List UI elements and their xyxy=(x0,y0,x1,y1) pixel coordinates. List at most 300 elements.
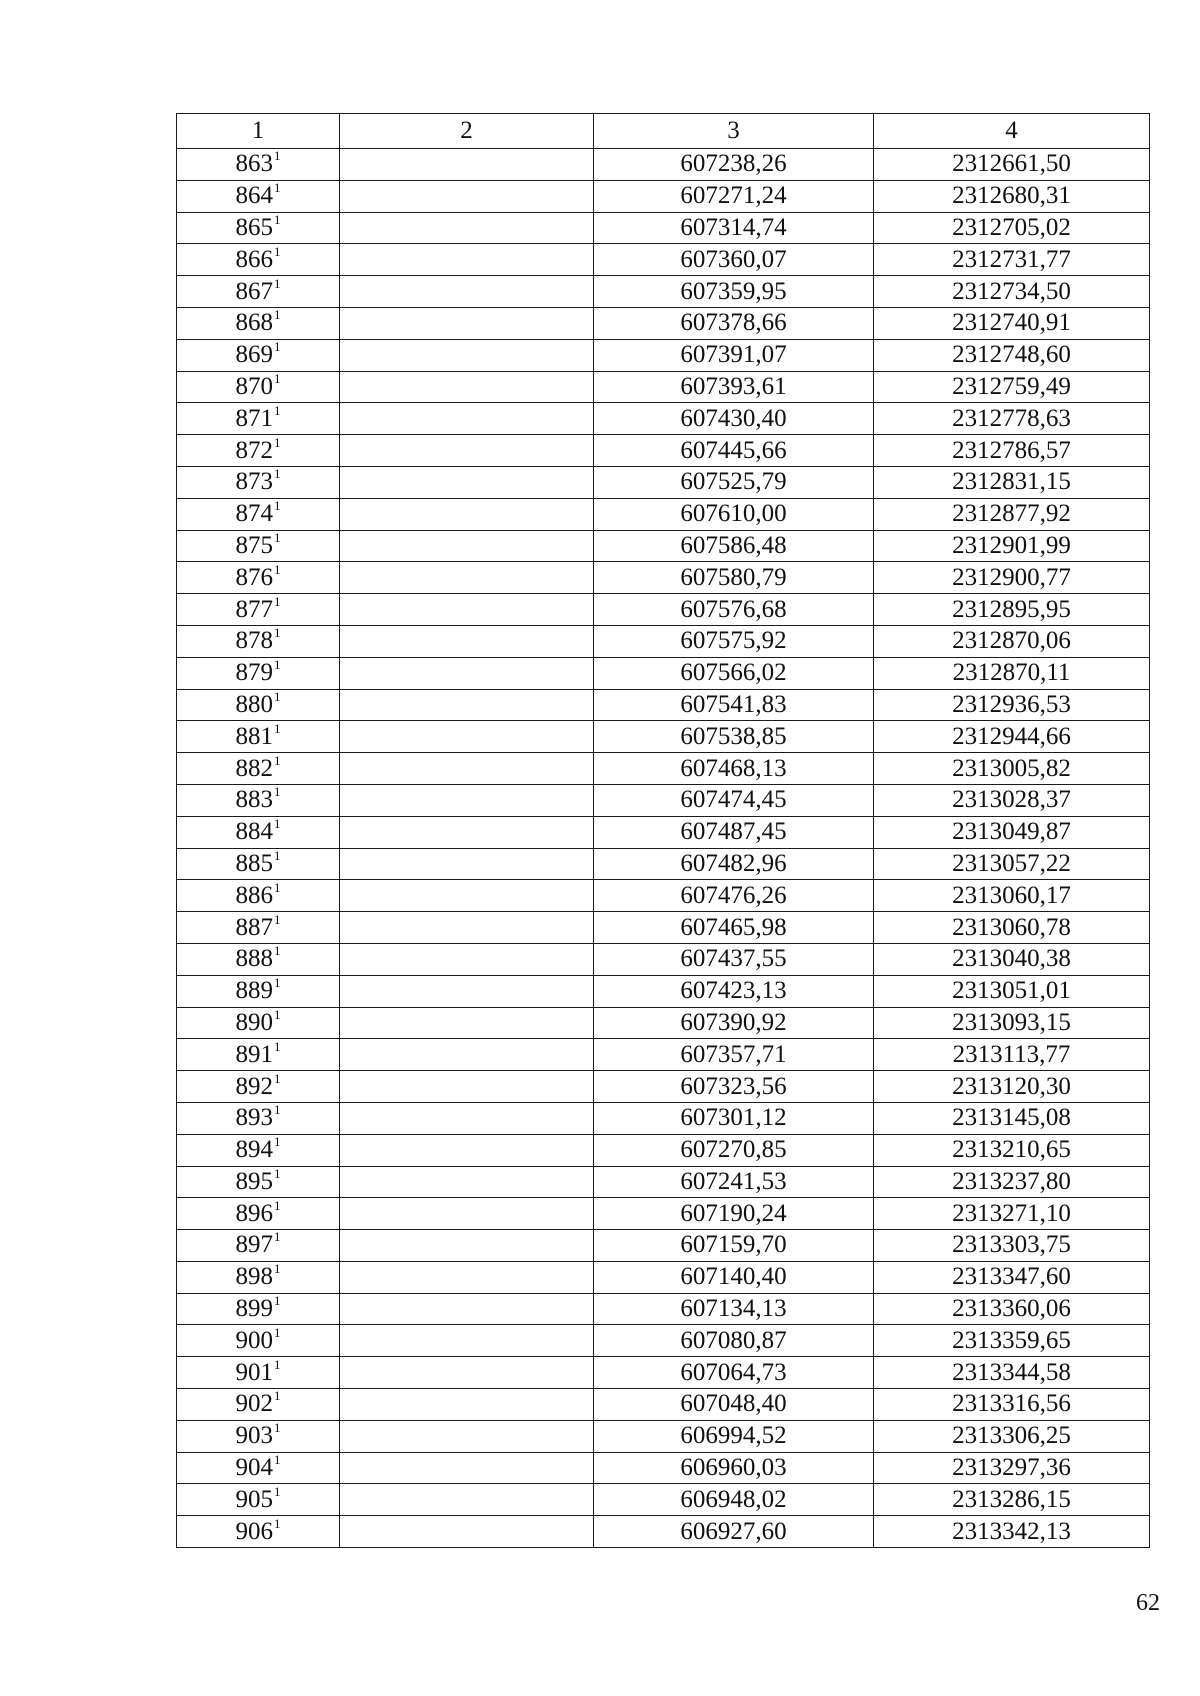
point-number: 880 xyxy=(235,690,273,718)
coordinate-y-cell: 2312705,02 xyxy=(874,212,1150,244)
point-number: 881 xyxy=(235,722,273,750)
coordinate-y-cell: 2313145,08 xyxy=(874,1102,1150,1134)
point-number: 889 xyxy=(235,977,273,1005)
point-number-cell xyxy=(177,1039,340,1071)
coordinate-y-cell: 2313060,78 xyxy=(874,912,1150,944)
table-row xyxy=(177,1325,1150,1357)
table-row xyxy=(177,562,1150,594)
point-number: 895 xyxy=(235,1167,273,1195)
table-row xyxy=(177,498,1150,530)
point-number-superscript: 1 xyxy=(274,529,281,545)
point-number: 875 xyxy=(235,531,273,559)
coordinate-y-cell: 2312731,77 xyxy=(874,244,1150,276)
table-row xyxy=(177,149,1150,181)
coordinate-y-cell: 2313344,58 xyxy=(874,1357,1150,1389)
table-row xyxy=(177,848,1150,880)
coordinate-y-cell: 2313049,87 xyxy=(874,816,1150,848)
point-number-superscript: 1 xyxy=(274,879,281,895)
coordinate-x-cell: 607468,13 xyxy=(594,753,874,785)
point-number-cell xyxy=(177,816,340,848)
point-number-superscript: 1 xyxy=(274,1515,281,1531)
point-number-cell xyxy=(177,1420,340,1452)
table-row xyxy=(177,1293,1150,1325)
point-number: 898 xyxy=(235,1263,273,1291)
point-number-superscript: 1 xyxy=(274,625,281,641)
coordinate-y-cell: 2313210,65 xyxy=(874,1134,1150,1166)
table-row xyxy=(177,753,1150,785)
table-row xyxy=(177,1166,1150,1198)
point-number: 883 xyxy=(235,786,273,814)
coordinate-x-cell: 607576,68 xyxy=(594,594,874,626)
column-2-cell xyxy=(340,753,594,785)
point-number: 893 xyxy=(235,1104,273,1132)
coordinate-y-cell: 2312870,11 xyxy=(874,657,1150,689)
coordinate-x-cell: 607190,24 xyxy=(594,1198,874,1230)
column-2-cell xyxy=(340,880,594,912)
point-number: 899 xyxy=(235,1295,273,1323)
column-2-cell xyxy=(340,1198,594,1230)
coordinate-y-cell: 2312740,91 xyxy=(874,307,1150,339)
point-number-superscript: 1 xyxy=(274,911,281,927)
point-number-cell xyxy=(177,1134,340,1166)
coordinate-x-cell: 607314,74 xyxy=(594,212,874,244)
point-number-cell xyxy=(177,1007,340,1039)
coordinate-x-cell: 607134,13 xyxy=(594,1293,874,1325)
point-number: 882 xyxy=(235,754,273,782)
point-number-cell xyxy=(177,848,340,880)
point-number-superscript: 1 xyxy=(274,180,281,196)
coordinate-x-cell: 607465,98 xyxy=(594,912,874,944)
point-number: 868 xyxy=(235,309,273,337)
point-number-superscript: 1 xyxy=(274,1006,281,1022)
point-number: 865 xyxy=(235,213,273,241)
coordinate-x-cell: 607566,02 xyxy=(594,657,874,689)
point-number-superscript: 1 xyxy=(274,211,281,227)
point-number: 902 xyxy=(235,1390,273,1418)
point-number-superscript: 1 xyxy=(274,243,281,259)
coordinate-x-cell: 607301,12 xyxy=(594,1102,874,1134)
point-number-superscript: 1 xyxy=(274,339,281,355)
point-number: 869 xyxy=(235,341,273,369)
table-row xyxy=(177,975,1150,1007)
column-2-cell xyxy=(340,1166,594,1198)
point-number-superscript: 1 xyxy=(274,370,281,386)
coordinate-x-cell: 607048,40 xyxy=(594,1389,874,1421)
column-2-cell xyxy=(340,180,594,212)
point-number-cell xyxy=(177,1102,340,1134)
point-number-cell xyxy=(177,244,340,276)
point-number: 894 xyxy=(235,1136,273,1164)
point-number-cell xyxy=(177,657,340,689)
point-number-superscript: 1 xyxy=(274,1356,281,1372)
coordinate-y-cell: 2313040,38 xyxy=(874,943,1150,975)
table-row xyxy=(177,594,1150,626)
point-number: 906 xyxy=(235,1517,273,1545)
coordinate-x-cell: 607430,40 xyxy=(594,403,874,435)
coordinate-y-cell: 2313060,17 xyxy=(874,880,1150,912)
column-2-cell xyxy=(340,435,594,467)
coordinate-y-cell: 2313057,22 xyxy=(874,848,1150,880)
column-2-cell xyxy=(340,276,594,308)
table-body xyxy=(177,149,1150,1548)
column-2-cell xyxy=(340,530,594,562)
column-2-cell xyxy=(340,1261,594,1293)
point-number-cell xyxy=(177,530,340,562)
column-2-cell xyxy=(340,1071,594,1103)
point-number: 876 xyxy=(235,563,273,591)
table-row xyxy=(177,689,1150,721)
table-row xyxy=(177,371,1150,403)
coordinate-x-cell: 607423,13 xyxy=(594,975,874,1007)
point-number-superscript: 1 xyxy=(274,943,281,959)
point-number-superscript: 1 xyxy=(274,1420,281,1436)
column-2-cell xyxy=(340,975,594,1007)
coordinate-y-cell: 2313359,65 xyxy=(874,1325,1150,1357)
coordinate-y-cell: 2312936,53 xyxy=(874,689,1150,721)
table-row xyxy=(177,530,1150,562)
coordinate-x-cell: 607575,92 xyxy=(594,625,874,657)
point-number-cell xyxy=(177,149,340,181)
column-2-cell xyxy=(340,244,594,276)
point-number-cell xyxy=(177,1198,340,1230)
table-row xyxy=(177,1516,1150,1548)
point-number-cell xyxy=(177,1293,340,1325)
table-row xyxy=(177,657,1150,689)
coordinate-y-cell: 2312734,50 xyxy=(874,276,1150,308)
point-number-superscript: 1 xyxy=(274,1229,281,1245)
coordinate-y-cell: 2313297,36 xyxy=(874,1452,1150,1484)
column-2-cell xyxy=(340,1134,594,1166)
table-row xyxy=(177,1420,1150,1452)
point-number: 887 xyxy=(235,913,273,941)
point-number-superscript: 1 xyxy=(274,816,281,832)
point-number-cell xyxy=(177,435,340,467)
point-number-cell xyxy=(177,1166,340,1198)
point-number: 886 xyxy=(235,881,273,909)
column-2-cell xyxy=(340,1293,594,1325)
point-number-superscript: 1 xyxy=(274,657,281,673)
column-2-cell xyxy=(340,212,594,244)
header-row xyxy=(177,114,1150,149)
point-number: 892 xyxy=(235,1072,273,1100)
coordinate-x-cell: 607487,45 xyxy=(594,816,874,848)
column-2-cell xyxy=(340,848,594,880)
coordinate-x-cell: 607064,73 xyxy=(594,1357,874,1389)
point-number-cell xyxy=(177,339,340,371)
point-number-cell xyxy=(177,1230,340,1262)
point-number-superscript: 1 xyxy=(274,1261,281,1277)
table-row xyxy=(177,339,1150,371)
table-row xyxy=(177,276,1150,308)
coordinate-y-cell: 2313342,13 xyxy=(874,1516,1150,1548)
table-row xyxy=(177,1071,1150,1103)
table-row xyxy=(177,212,1150,244)
point-number-superscript: 1 xyxy=(274,1134,281,1150)
point-number-superscript: 1 xyxy=(274,275,281,291)
column-header-4: 4 xyxy=(874,114,1150,149)
page-number: 62 xyxy=(1136,1590,1160,1616)
column-2-cell xyxy=(340,912,594,944)
coordinate-x-cell: 607474,45 xyxy=(594,784,874,816)
coordinate-y-cell: 2313286,15 xyxy=(874,1484,1150,1516)
column-2-cell xyxy=(340,562,594,594)
coordinate-x-cell: 607445,66 xyxy=(594,435,874,467)
table-row xyxy=(177,943,1150,975)
coordinate-y-cell: 2312759,49 xyxy=(874,371,1150,403)
point-number-superscript: 1 xyxy=(274,1388,281,1404)
point-number-cell xyxy=(177,212,340,244)
table-row xyxy=(177,816,1150,848)
point-number-superscript: 1 xyxy=(274,402,281,418)
point-number: 872 xyxy=(235,436,273,464)
coordinate-x-cell: 607360,07 xyxy=(594,244,874,276)
point-number-superscript: 1 xyxy=(274,1070,281,1086)
coordinate-x-cell: 606960,03 xyxy=(594,1452,874,1484)
column-2-cell xyxy=(340,1007,594,1039)
coordinate-y-cell: 2312748,60 xyxy=(874,339,1150,371)
coordinate-y-cell: 2312895,95 xyxy=(874,594,1150,626)
coordinate-y-cell: 2313303,75 xyxy=(874,1230,1150,1262)
column-2-cell xyxy=(340,498,594,530)
coordinate-y-cell: 2313347,60 xyxy=(874,1261,1150,1293)
point-number: 877 xyxy=(235,595,273,623)
table-row xyxy=(177,1389,1150,1421)
coordinate-x-cell: 607586,48 xyxy=(594,530,874,562)
point-number-cell xyxy=(177,753,340,785)
coordinate-y-cell: 2313237,80 xyxy=(874,1166,1150,1198)
coordinate-x-cell: 607323,56 xyxy=(594,1071,874,1103)
table-row xyxy=(177,180,1150,212)
coordinates-table xyxy=(176,113,1150,1548)
coordinate-y-cell: 2312944,66 xyxy=(874,721,1150,753)
point-number: 905 xyxy=(235,1485,273,1513)
table-row xyxy=(177,1357,1150,1389)
table-row xyxy=(177,1230,1150,1262)
table-row xyxy=(177,244,1150,276)
point-number-superscript: 1 xyxy=(274,1324,281,1340)
point-number-cell xyxy=(177,1071,340,1103)
point-number-superscript: 1 xyxy=(274,784,281,800)
table-row xyxy=(177,1134,1150,1166)
coordinate-y-cell: 2312877,92 xyxy=(874,498,1150,530)
coordinate-x-cell: 607080,87 xyxy=(594,1325,874,1357)
point-number-superscript: 1 xyxy=(274,688,281,704)
point-number-cell xyxy=(177,625,340,657)
coordinate-y-cell: 2313316,56 xyxy=(874,1389,1150,1421)
coordinate-x-cell: 607610,00 xyxy=(594,498,874,530)
table-row xyxy=(177,307,1150,339)
point-number-cell xyxy=(177,403,340,435)
coordinate-x-cell: 607580,79 xyxy=(594,562,874,594)
coordinate-y-cell: 2313360,06 xyxy=(874,1293,1150,1325)
coordinate-x-cell: 607541,83 xyxy=(594,689,874,721)
coordinate-x-cell: 607270,85 xyxy=(594,1134,874,1166)
table-row xyxy=(177,1102,1150,1134)
column-header-1: 1 xyxy=(177,114,340,149)
coordinate-x-cell: 607482,96 xyxy=(594,848,874,880)
coordinate-y-cell: 2312901,99 xyxy=(874,530,1150,562)
coordinate-x-cell: 606994,52 xyxy=(594,1420,874,1452)
point-number-superscript: 1 xyxy=(274,847,281,863)
column-2-cell xyxy=(340,943,594,975)
point-number-cell xyxy=(177,498,340,530)
column-2-cell xyxy=(340,784,594,816)
coordinate-x-cell: 607437,55 xyxy=(594,943,874,975)
coordinate-y-cell: 2312900,77 xyxy=(874,562,1150,594)
coordinate-y-cell: 2313120,30 xyxy=(874,1071,1150,1103)
point-number-superscript: 1 xyxy=(274,498,281,514)
point-number-cell xyxy=(177,594,340,626)
column-2-cell xyxy=(340,625,594,657)
coordinate-x-cell: 607140,40 xyxy=(594,1261,874,1293)
coordinate-y-cell: 2313306,25 xyxy=(874,1420,1150,1452)
point-number: 903 xyxy=(235,1422,273,1450)
column-2-cell xyxy=(340,657,594,689)
coordinate-y-cell: 2313051,01 xyxy=(874,975,1150,1007)
table-row xyxy=(177,721,1150,753)
point-number: 888 xyxy=(235,945,273,973)
coordinate-x-cell: 607238,26 xyxy=(594,149,874,181)
column-2-cell xyxy=(340,371,594,403)
coordinate-x-cell: 606927,60 xyxy=(594,1516,874,1548)
column-2-cell xyxy=(340,1357,594,1389)
coordinate-y-cell: 2313005,82 xyxy=(874,753,1150,785)
column-2-cell xyxy=(340,1389,594,1421)
point-number: 871 xyxy=(235,404,273,432)
point-number-cell xyxy=(177,276,340,308)
point-number-superscript: 1 xyxy=(274,720,281,736)
column-2-cell xyxy=(340,1325,594,1357)
point-number-cell xyxy=(177,1357,340,1389)
point-number-superscript: 1 xyxy=(274,1452,281,1468)
coordinate-x-cell: 607476,26 xyxy=(594,880,874,912)
coordinate-y-cell: 2313113,77 xyxy=(874,1039,1150,1071)
coordinate-x-cell: 607159,70 xyxy=(594,1230,874,1262)
column-2-cell xyxy=(340,307,594,339)
coordinate-x-cell: 607378,66 xyxy=(594,307,874,339)
coordinate-y-cell: 2312661,50 xyxy=(874,149,1150,181)
table-row xyxy=(177,1484,1150,1516)
point-number: 879 xyxy=(235,659,273,687)
table-row xyxy=(177,912,1150,944)
column-2-cell xyxy=(340,1516,594,1548)
table-row xyxy=(177,466,1150,498)
point-number-cell xyxy=(177,784,340,816)
point-number: 904 xyxy=(235,1454,273,1482)
column-2-cell xyxy=(340,403,594,435)
table-row xyxy=(177,435,1150,467)
point-number: 896 xyxy=(235,1199,273,1227)
point-number: 864 xyxy=(235,182,273,210)
point-number: 874 xyxy=(235,500,273,528)
point-number-cell xyxy=(177,943,340,975)
column-2-cell xyxy=(340,1230,594,1262)
column-2-cell xyxy=(340,816,594,848)
point-number-cell xyxy=(177,975,340,1007)
point-number: 873 xyxy=(235,468,273,496)
table-row xyxy=(177,625,1150,657)
coordinate-x-cell: 607538,85 xyxy=(594,721,874,753)
coordinate-x-cell: 607393,61 xyxy=(594,371,874,403)
table-row xyxy=(177,1198,1150,1230)
point-number-cell xyxy=(177,1325,340,1357)
point-number-cell xyxy=(177,1452,340,1484)
point-number-cell xyxy=(177,307,340,339)
coordinate-y-cell: 2312778,63 xyxy=(874,403,1150,435)
point-number: 901 xyxy=(235,1358,273,1386)
point-number: 870 xyxy=(235,372,273,400)
point-number-superscript: 1 xyxy=(274,466,281,482)
point-number: 867 xyxy=(235,277,273,305)
point-number-cell xyxy=(177,180,340,212)
point-number-cell xyxy=(177,466,340,498)
column-2-cell xyxy=(340,149,594,181)
table-row xyxy=(177,784,1150,816)
coordinate-x-cell: 607271,24 xyxy=(594,180,874,212)
point-number-superscript: 1 xyxy=(274,148,281,164)
point-number-cell xyxy=(177,1484,340,1516)
point-number-superscript: 1 xyxy=(274,752,281,768)
column-2-cell xyxy=(340,1039,594,1071)
column-2-cell xyxy=(340,339,594,371)
point-number: 890 xyxy=(235,1008,273,1036)
point-number: 885 xyxy=(235,849,273,877)
coordinate-y-cell: 2313028,37 xyxy=(874,784,1150,816)
point-number-cell xyxy=(177,1516,340,1548)
point-number: 897 xyxy=(235,1231,273,1259)
point-number-cell xyxy=(177,912,340,944)
point-number-cell xyxy=(177,1389,340,1421)
point-number-superscript: 1 xyxy=(274,1197,281,1213)
point-number: 878 xyxy=(235,627,273,655)
point-number-cell xyxy=(177,880,340,912)
point-number-superscript: 1 xyxy=(274,1038,281,1054)
table-row xyxy=(177,880,1150,912)
table-row xyxy=(177,1039,1150,1071)
coordinate-y-cell: 2313093,15 xyxy=(874,1007,1150,1039)
point-number-superscript: 1 xyxy=(274,434,281,450)
point-number-cell xyxy=(177,562,340,594)
point-number-superscript: 1 xyxy=(274,561,281,577)
table-row xyxy=(177,1261,1150,1293)
column-2-cell xyxy=(340,1484,594,1516)
point-number: 891 xyxy=(235,1040,273,1068)
table-row xyxy=(177,1452,1150,1484)
point-number-superscript: 1 xyxy=(274,1483,281,1499)
column-2-cell xyxy=(340,721,594,753)
coordinate-y-cell: 2312786,57 xyxy=(874,435,1150,467)
point-number-cell xyxy=(177,371,340,403)
point-number-superscript: 1 xyxy=(274,1102,281,1118)
point-number-superscript: 1 xyxy=(274,1165,281,1181)
column-2-cell xyxy=(340,1420,594,1452)
point-number: 863 xyxy=(235,150,273,178)
table-row xyxy=(177,1007,1150,1039)
point-number: 866 xyxy=(235,245,273,273)
column-2-cell xyxy=(340,689,594,721)
coordinate-y-cell: 2313271,10 xyxy=(874,1198,1150,1230)
point-number-superscript: 1 xyxy=(274,307,281,323)
coordinate-x-cell: 607241,53 xyxy=(594,1166,874,1198)
point-number: 900 xyxy=(235,1326,273,1354)
coordinate-y-cell: 2312680,31 xyxy=(874,180,1150,212)
point-number-superscript: 1 xyxy=(274,975,281,991)
point-number-cell xyxy=(177,1261,340,1293)
coordinate-x-cell: 606948,02 xyxy=(594,1484,874,1516)
coordinate-x-cell: 607525,79 xyxy=(594,466,874,498)
point-number: 884 xyxy=(235,818,273,846)
coordinate-x-cell: 607359,95 xyxy=(594,276,874,308)
